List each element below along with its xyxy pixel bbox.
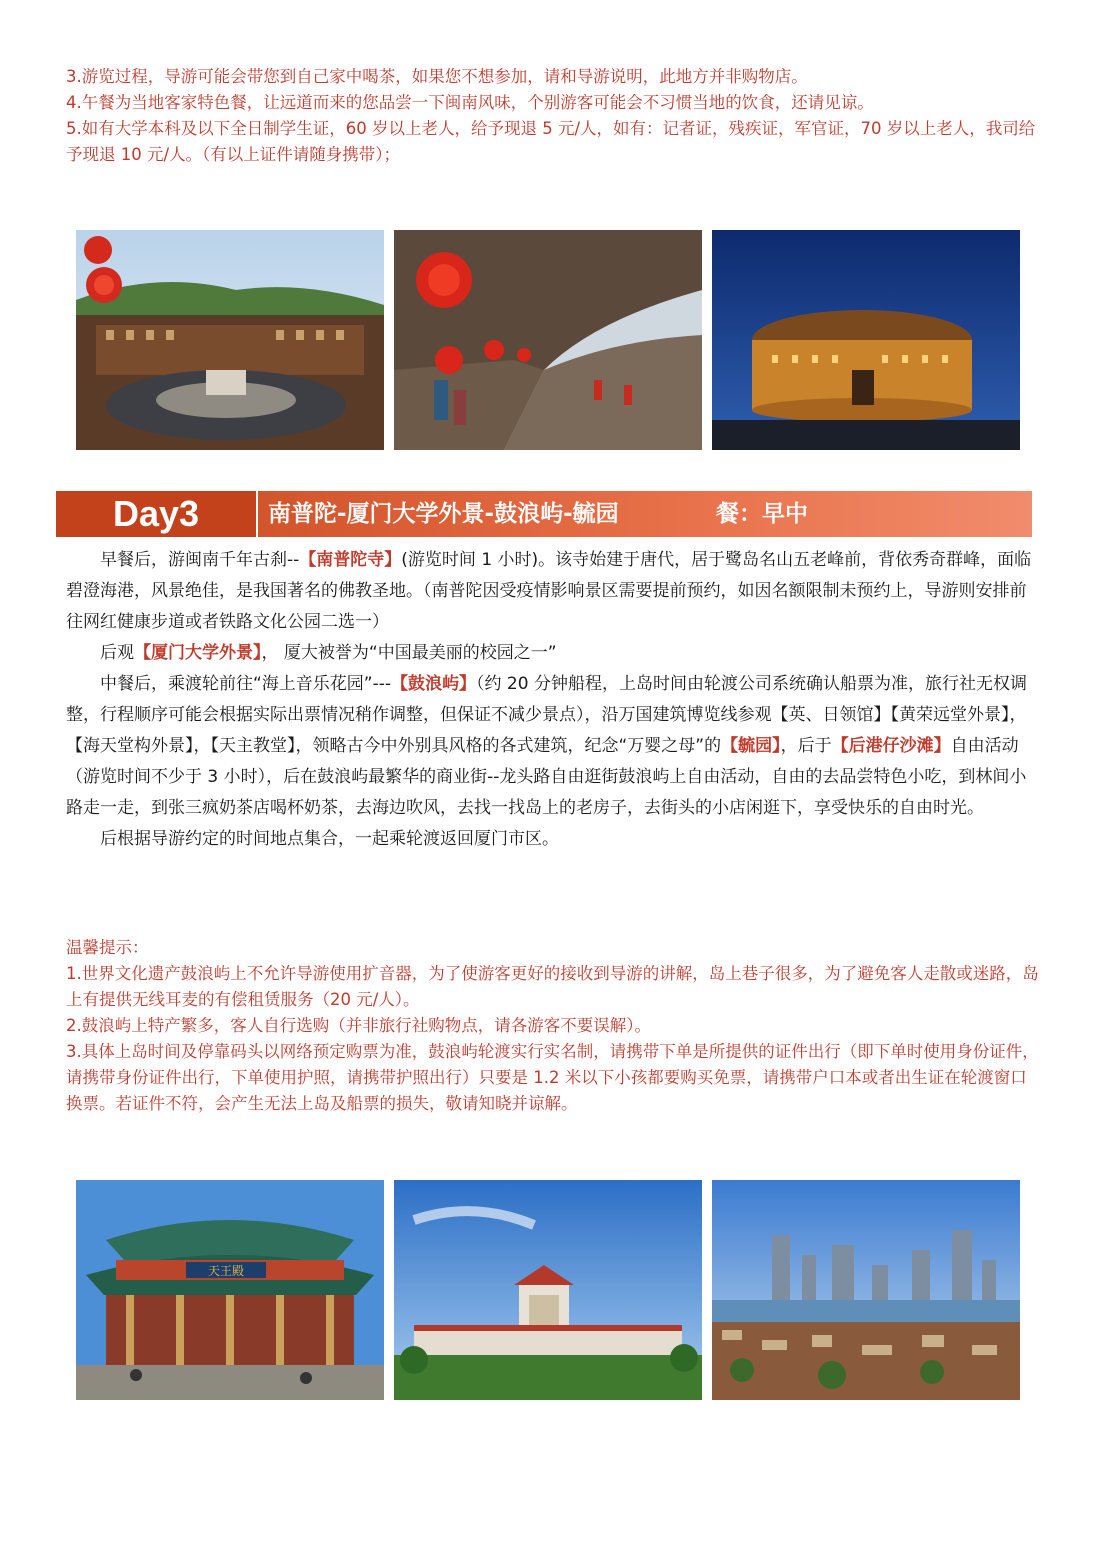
day-route-title: 南普陀-厦门大学外景-鼓浪屿-毓园 xyxy=(268,501,619,527)
highlight-xiamen-university: 【厦门大学外景】 xyxy=(134,643,262,663)
highlight-gulangyu: 【鼓浪屿】 xyxy=(391,674,477,694)
note-item: 4.午餐为当地客家特色餐，让远道而来的您品尝一下闽南风味，个别游客可能会不习惯当地的饮食，还请见谅。 xyxy=(66,93,874,112)
tulou-night-photo xyxy=(712,230,1020,450)
tip-item: 1.世界文化遗产鼓浪屿上不允许导游使用扩音器，为了使游客更好的接收到导游的讲解，岛上巷子很多，为了避免客人走散或迷路，岛上有提供无线耳麦的有偿租赁服务（20 元/人）。 xyxy=(66,964,1039,1009)
note-item: 5.如有大学本科及以下全日制学生证，60 岁以上老人，给予现退 5 元/人，如有：记者证，残疾证，军官证，70 岁以上老人，我司给予现退 10 元/人。（有以上证件请随身携带）； xyxy=(66,119,1036,164)
highlight-nanputuo: 【南普陀寺】 xyxy=(299,550,402,570)
itinerary-paragraph: 早餐后，游闽南千年古刹--【南普陀寺】(游览时间 1 小时)。该寺始建于唐代，居于鹭岛名山五老峰前，背依秀奇群峰，面临碧澄海港，风景绝佳，是我国著名的佛教圣地。（南普陀因受疫情影响景区需要提前预约，如因名额限制未预约上，导游则安排前往网红健康步道或者铁路文化公园二选一） xyxy=(66,550,1032,632)
itinerary-paragraph: 中餐后，乘渡轮前往“海上音乐花园”---【鼓浪屿】（约 20 分钟船程，上岛时间由轮渡公司系统确认船票为准，旅行社无权调整，行程顺序可能会根据实际出票情况稍作调整，但保证不减少景点），沿万国建筑博览线参观【英、日领馆】【黄荣远堂外景】，【海天堂构外景】，【天主教堂】，领略古今中外别具风格的各式建筑，纪念“万婴之母”的【毓园】，后于【后港仔沙滩】自由活动（游览时间不少于 3 小时），后在鼓浪屿最繁华的商业街--龙头路自由逛街鼓浪屿上自由活动，自由的去品尝特色小吃，到林间小路走一走，到张三疯奶茶店喝杯奶茶，去海边吹风，去找一找岛上的老房子，去街头的小店闲逛下，享受快乐的自由时光。 xyxy=(66,674,1027,818)
nanputuo-temple-photo xyxy=(76,1180,384,1400)
day-meal-info: 餐：早中 xyxy=(716,501,808,527)
itinerary-body xyxy=(66,545,1036,855)
temple-plaque-text: 天王殿 xyxy=(207,1264,245,1278)
xiamen-university-photo xyxy=(394,1180,702,1400)
tip-item: 3.具体上岛时间及停靠码头以网络预定购票为准，鼓浪屿轮渡实行实名制，请携带下单是所提供的证件出行（即下单时使用身份证件，请携带身份证件出行，下单使用护照，请携带护照出行）只要是 1.2 米以下小孩都要购买免票，请携带户口本或者出生证在轮渡窗口换票。若证件不符，会产生无法上岛及船票的损失，敬请知晓并谅解。 xyxy=(66,1042,1039,1113)
photo-row-day3 xyxy=(76,1180,1022,1400)
tulou-corridor-photo xyxy=(394,230,702,450)
gulangyu-city-view-photo xyxy=(712,1180,1020,1400)
itinerary-paragraph: 后根据导游约定的时间地点集合，一起乘轮渡返回厦门市区。 xyxy=(100,829,559,849)
top-notes xyxy=(66,64,1041,168)
tip-item: 2.鼓浪屿上特产繁多，客人自行选购（并非旅行社购物点，请各游客不要误解）。 xyxy=(66,1016,651,1035)
photo-row-tulou xyxy=(76,230,1022,450)
day-banner xyxy=(56,491,1032,537)
tulou-courtyard-photo xyxy=(76,230,384,450)
highlight-beach: 【后港仔沙滩】 xyxy=(831,736,951,756)
note-item: 3.游览过程，导游可能会带您到自己家中喝茶，如果您不想参加，请和导游说明，此地方并非购物店。 xyxy=(66,67,808,86)
tips-heading: 温馨提示： xyxy=(66,938,149,957)
itinerary-paragraph: 后观【厦门大学外景】， 厦大被誉为“中国最美丽的校园之一” xyxy=(100,643,557,663)
day-label: Day3 xyxy=(56,491,256,537)
highlight-yuyuan: 【毓园】 xyxy=(721,736,781,756)
warm-tips xyxy=(66,935,1041,1117)
